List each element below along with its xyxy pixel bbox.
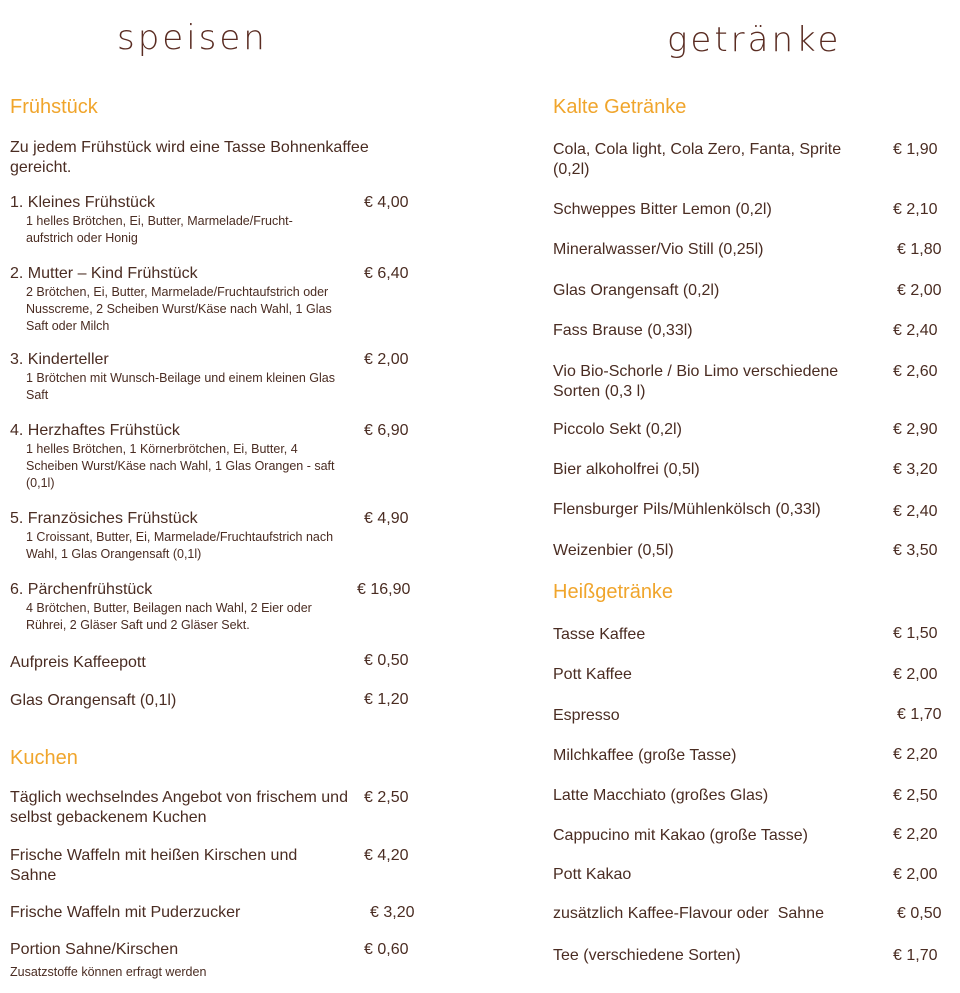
drink-name: Tasse Kaffee: [553, 626, 646, 643]
drink-name: Cola, Cola light, Cola Zero, Fanta, Sprite (0,2l): [553, 141, 842, 178]
item-name: 3. Kinderteller: [10, 351, 109, 368]
item-price: € 2,00: [364, 351, 409, 368]
drink-name: Pott Kaffee: [553, 666, 632, 683]
item-description: 1 helles Brötchen, 1 Körnerbrötchen, Ei, Butter, 4 Scheiben Wurst/Käse nach Wahl, 1 Glas Orangen - saft (0,1l): [26, 442, 335, 490]
breakfast-heading: Frühstück: [10, 96, 98, 118]
cake-item-price: € 2,50: [364, 789, 409, 806]
item-price: € 4,90: [364, 510, 409, 527]
drink-name: Glas Orangensaft (0,2l): [553, 282, 720, 299]
item-name: 6. Pärchenfrühstück: [10, 581, 153, 598]
drink-price: € 1,50: [893, 625, 938, 642]
item-description: 1 Croissant, Butter, Ei, Marmelade/Fruchtaufstrich nach Wahl, 1 Glas Orangensaft (0,1l): [26, 530, 334, 561]
drink-name: Flensburger Pils/Mühlenkölsch (0,33l): [553, 501, 821, 518]
item-description: 2 Brötchen, Ei, Butter, Marmelade/Fruchtaufstrich oder Nusscreme, 2 Scheiben Wurst/Käse nach Wahl, 1 Glas Saft oder Milch: [26, 285, 332, 333]
item-description: 1 Brötchen mit Wunsch-Beilage und einem kleinen Glas Saft: [26, 371, 335, 402]
drink-price: € 2,00: [893, 866, 938, 883]
drink-name: Latte Macchiato (großes Glas): [553, 787, 769, 804]
drink-name: Tee (verschiedene Sorten): [553, 947, 741, 964]
menu-item: [10, 580, 360, 634]
drink-price: € 1,70: [897, 706, 942, 723]
drink-name: Schweppes Bitter Lemon (0,2l): [553, 201, 772, 218]
cake-item-name: Portion Sahne/Kirschen: [10, 941, 179, 958]
cake-heading: Kuchen: [10, 747, 78, 769]
drink-price: € 2,00: [897, 282, 942, 299]
drink-price: € 2,60: [893, 363, 938, 380]
drink-price: € 0,50: [897, 905, 942, 922]
cold-drinks-heading: Kalte Getränke: [553, 96, 687, 118]
menu-item: [10, 421, 360, 492]
menu-item: [10, 350, 360, 404]
item-description: 1 helles Brötchen, Ei, Butter, Marmelade/Frucht- aufstrich oder Honig: [26, 214, 293, 245]
drink-price: € 1,80: [897, 241, 942, 258]
drink-price: € 3,20: [893, 461, 938, 478]
drink-price: € 2,20: [893, 746, 938, 763]
drink-name: Bier alkoholfrei (0,5l): [553, 461, 700, 478]
menu-item: [10, 264, 360, 335]
cake-item-name: Frische Waffeln mit heißen Kirschen und Sahne: [10, 847, 298, 884]
drink-price: € 2,40: [893, 503, 938, 520]
extra-price: € 0,50: [364, 652, 409, 669]
hot-drinks-heading: Heißgetränke: [553, 581, 674, 603]
menu-item: [10, 509, 360, 563]
cake-item-price: € 0,60: [364, 941, 409, 958]
drink-name: Weizenbier (0,5l): [553, 542, 674, 559]
cake-item-price: € 4,20: [364, 847, 409, 864]
drink-price: € 2,90: [893, 421, 938, 438]
breakfast-intro: Zu jedem Frühstück wird eine Tasse Bohnenkaffee gereicht.: [10, 139, 369, 176]
item-name: 4. Herzhaftes Frühstück: [10, 422, 180, 439]
cake-item-price: € 3,20: [370, 904, 415, 921]
item-name: 2. Mutter – Kind Frühstück: [10, 265, 198, 282]
item-name: 1. Kleines Frühstück: [10, 194, 155, 211]
item-price: € 6,40: [364, 265, 409, 282]
drink-name: Espresso: [553, 707, 620, 724]
additives-note: Zusatzstoffe können erfragt werden: [10, 965, 207, 979]
drink-price: € 2,20: [893, 826, 938, 843]
item-description: 4 Brötchen, Butter, Beilagen nach Wahl, 2 Eier oder Rührei, 2 Gläser Saft und 2 Gläser Sekt.: [26, 601, 312, 632]
drink-price: € 2,40: [893, 322, 938, 339]
drink-name: Vio Bio-Schorle / Bio Limo verschiedene Sorten (0,3 l): [553, 363, 839, 400]
menu-item: [10, 193, 360, 247]
drink-price: € 1,90: [893, 141, 938, 158]
item-price: € 4,00: [364, 194, 409, 211]
drinks-title: getränke: [667, 20, 842, 60]
extra-name: Aufpreis Kaffeepott: [10, 654, 146, 671]
drink-name: Cappucino mit Kakao (große Tasse): [553, 827, 808, 844]
drink-name: Milchkaffee (große Tasse): [553, 747, 737, 764]
drink-name: zusätzlich Kaffee-Flavour oder Sahne: [553, 905, 824, 922]
drink-price: € 2,00: [893, 666, 938, 683]
drink-name: Pott Kakao: [553, 866, 632, 883]
drink-name: Fass Brause (0,33l): [553, 322, 693, 339]
item-price: € 16,90: [357, 581, 411, 598]
extra-name: Glas Orangensaft (0,1l): [10, 692, 177, 709]
food-title: speisen: [117, 18, 268, 58]
drink-name: Mineralwasser/Vio Still (0,25l): [553, 241, 764, 258]
drink-name: Piccolo Sekt (0,2l): [553, 421, 682, 438]
extra-price: € 1,20: [364, 691, 409, 708]
item-name: 5. Französiches Frühstück: [10, 510, 198, 527]
cake-item-name: Täglich wechselndes Angebot von frischem und selbst gebackenem Kuchen: [10, 789, 348, 826]
drink-price: € 1,70: [893, 947, 938, 964]
drink-price: € 3,50: [893, 542, 938, 559]
item-price: € 6,90: [364, 422, 409, 439]
drink-price: € 2,50: [893, 787, 938, 804]
cake-item-name: Frische Waffeln mit Puderzucker: [10, 904, 241, 921]
drink-price: € 2,10: [893, 201, 938, 218]
